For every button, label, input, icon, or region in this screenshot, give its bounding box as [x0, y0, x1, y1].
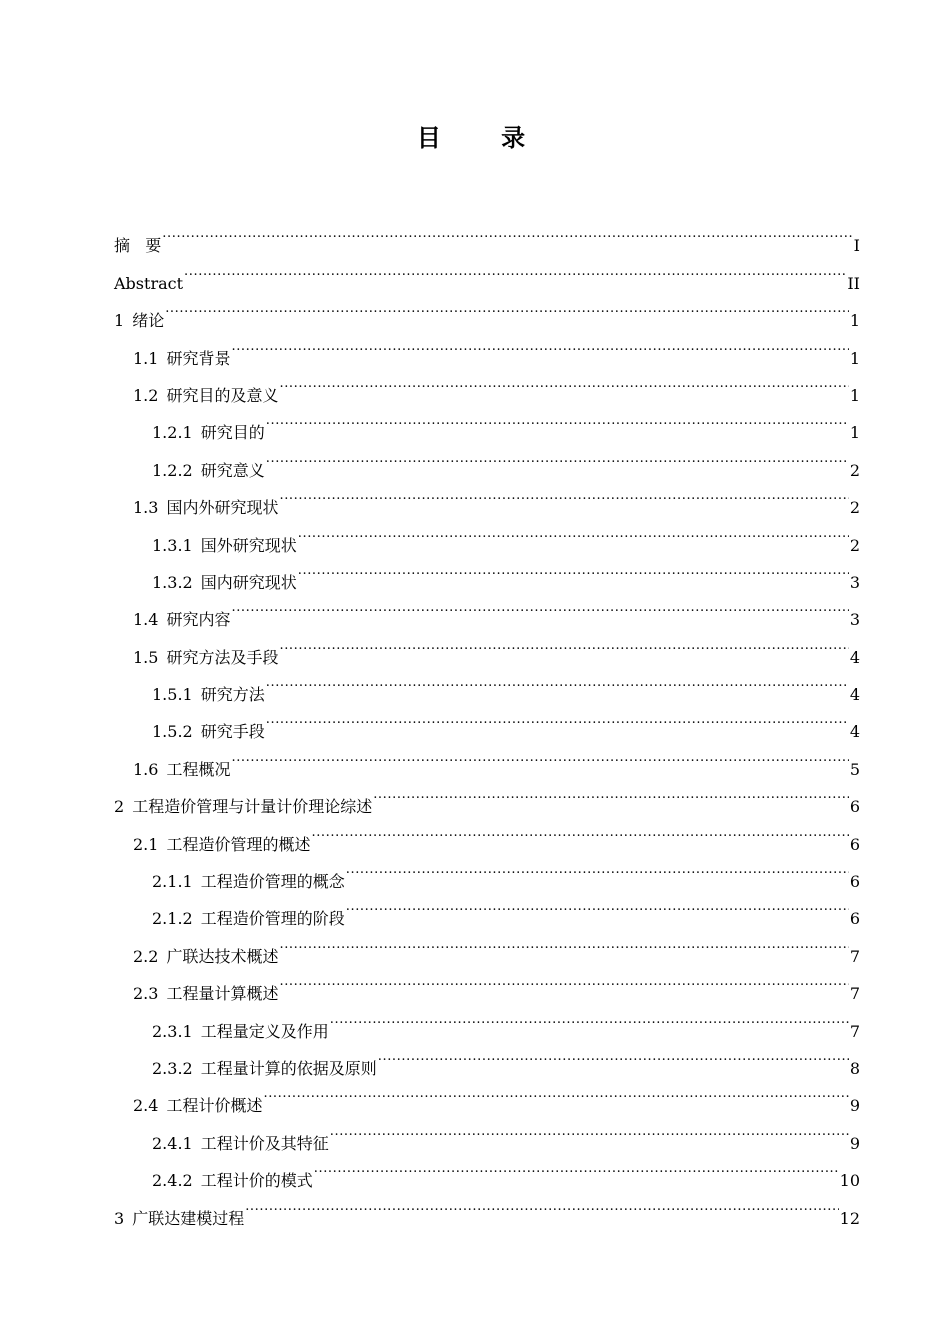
- toc-entry-title: 工程计价及其特征: [200, 1133, 329, 1153]
- toc-dot-leader: [279, 476, 848, 513]
- toc-entry-page-number: 6: [849, 834, 860, 854]
- toc-entry-page-number: 10: [839, 1171, 860, 1191]
- toc-entry-page-number: I: [853, 236, 860, 256]
- toc-entry-title: 工程计价的模式: [200, 1171, 313, 1191]
- toc-entry-title: 绪论: [132, 311, 165, 331]
- toc-dot-leader: [231, 326, 848, 363]
- toc-dot-leader: [162, 214, 852, 251]
- toc-dot-leader: [378, 1037, 849, 1074]
- toc-entry-number: 2.3.1: [152, 1021, 193, 1041]
- toc-entry-number: 2.3.2: [152, 1058, 193, 1078]
- toc-entry-page-number: 7: [849, 984, 860, 1004]
- toc-dot-leader: [346, 850, 849, 887]
- toc-entry-number: 1.2.1: [152, 423, 193, 443]
- toc-entry-number: 1.2: [133, 385, 159, 405]
- toc-entry-number: 1.5.2: [152, 722, 193, 742]
- toc-entry-title: 研究背景: [166, 348, 231, 368]
- toc-dot-leader: [311, 812, 848, 849]
- toc-entry-page-number: 3: [849, 610, 860, 630]
- toc-entry-number: 1.3.1: [152, 535, 193, 555]
- toc-entry-page-number: 2: [849, 498, 860, 518]
- toc-entry[interactable]: [114, 326, 860, 368]
- toc-entry-title: 摘 要: [114, 236, 162, 256]
- toc-entry-number: 2: [114, 797, 125, 817]
- toc-dot-leader: [245, 1186, 838, 1223]
- toc-dot-leader: [373, 775, 849, 812]
- toc-dot-leader: [279, 924, 848, 961]
- toc-dot-leader: [266, 700, 849, 737]
- toc-dot-leader: [263, 1074, 848, 1111]
- toc-entry-page-number: 4: [849, 647, 860, 667]
- toc-entry-number: 2.1.2: [152, 909, 193, 929]
- toc-entry-page-number: 9: [849, 1096, 860, 1116]
- toc-entry-number: 2.1.1: [152, 872, 193, 892]
- toc-entry-number: 1.1: [133, 348, 159, 368]
- toc-entry-page-number: 12: [839, 1208, 860, 1228]
- toc-dot-leader: [314, 1149, 839, 1186]
- toc-entry-number: 2.4.2: [152, 1171, 193, 1191]
- toc-dot-leader: [279, 962, 848, 999]
- toc-dot-leader: [231, 588, 848, 625]
- toc-entry-title: 研究目的及意义: [166, 385, 279, 405]
- toc-dot-leader: [266, 663, 849, 700]
- toc-entry-page-number: 1: [849, 348, 860, 368]
- toc-entry-title: 国外研究现状: [200, 535, 297, 555]
- toc-entry-title: 工程造价管理的阶段: [200, 909, 345, 929]
- toc-entry-page-number: 2: [849, 535, 860, 555]
- toc-entry-title: 工程造价管理的概念: [200, 872, 345, 892]
- toc-dot-leader: [298, 513, 849, 550]
- toc-entry[interactable]: [114, 289, 860, 331]
- toc-entry-title: 国内研究现状: [200, 572, 297, 592]
- toc-entry-page-number: 2: [849, 460, 860, 480]
- toc-entry-page-number: 1: [849, 423, 860, 443]
- toc-entry-page-number: 3: [849, 572, 860, 592]
- toc-entry-page-number: 6: [849, 797, 860, 817]
- toc-entry-title: 国内外研究现状: [166, 498, 279, 518]
- toc-entry-title: 研究手段: [200, 722, 265, 742]
- toc-entry-page-number: 1: [849, 311, 860, 331]
- toc-dot-leader: [184, 251, 846, 288]
- toc-entry-number: 1.2.2: [152, 460, 193, 480]
- toc-entry-number: 2.1: [133, 834, 159, 854]
- toc-dot-leader: [330, 999, 849, 1036]
- toc-entry-number: 1.5.1: [152, 685, 193, 705]
- toc-entry-title: 工程量计算的依据及原则: [200, 1058, 377, 1078]
- toc-entry-title: 研究意义: [200, 460, 265, 480]
- toc-entry-page-number: 1: [849, 385, 860, 405]
- toc-entry-title: 工程量定义及作用: [200, 1021, 329, 1041]
- toc-entry-page-number: 8: [849, 1058, 860, 1078]
- toc-entry-title: 研究方法: [200, 685, 265, 705]
- toc-entry-title: 工程计价概述: [166, 1096, 263, 1116]
- toc-entry-number: 1: [114, 311, 125, 331]
- toc-entry-number: 1.6: [133, 759, 159, 779]
- toc-dot-leader: [330, 1111, 849, 1148]
- toc-entry-page-number: 9: [849, 1133, 860, 1153]
- toc-dot-leader: [231, 737, 848, 774]
- toc-dot-leader: [298, 551, 849, 588]
- toc-entry-page-number: 7: [849, 1021, 860, 1041]
- toc-dot-leader: [165, 289, 849, 326]
- table-of-contents: [114, 214, 860, 1228]
- toc-entry-title: 广联达建模过程: [132, 1208, 245, 1228]
- toc-entry-number: 2.2: [133, 946, 159, 966]
- toc-title: 目 录: [416, 124, 552, 152]
- toc-entry-title: Abstract: [114, 273, 184, 293]
- toc-entry-number: 2.4.1: [152, 1133, 193, 1153]
- toc-entry-title: 工程造价管理的概述: [166, 834, 311, 854]
- toc-entry-number: 1.3.2: [152, 572, 193, 592]
- toc-entry-number: 1.5: [133, 647, 159, 667]
- toc-entry-title: 研究方法及手段: [166, 647, 279, 667]
- toc-entry-title: 工程概况: [166, 759, 231, 779]
- toc-entry-title: 研究目的: [200, 423, 265, 443]
- toc-entry[interactable]: [114, 214, 860, 256]
- toc-entry-number: 1.3: [133, 498, 159, 518]
- toc-entry-number: 2.3: [133, 984, 159, 1004]
- toc-entry-title: 研究内容: [166, 610, 231, 630]
- toc-entry-page-number: 6: [849, 872, 860, 892]
- toc-entry-number: 3: [114, 1208, 125, 1228]
- toc-entry-page-number: 4: [849, 722, 860, 742]
- toc-dot-leader: [266, 438, 849, 475]
- toc-entry-number: 2.4: [133, 1096, 159, 1116]
- toc-dot-leader: [279, 625, 848, 662]
- toc-entry-title: 广联达技术概述: [166, 946, 279, 966]
- toc-entry-title: 工程造价管理与计量计价理论综述: [132, 797, 373, 817]
- toc-entry-page-number: 6: [849, 909, 860, 929]
- toc-entry-page-number: 7: [849, 946, 860, 966]
- toc-entry[interactable]: [114, 251, 860, 293]
- toc-entry-page-number: 4: [849, 685, 860, 705]
- toc-entry-page-number: II: [847, 273, 860, 293]
- toc-entry-number: 1.4: [133, 610, 159, 630]
- toc-entry-title: 工程量计算概述: [166, 984, 279, 1004]
- toc-dot-leader: [266, 401, 849, 438]
- toc-dot-leader: [346, 887, 849, 924]
- toc-dot-leader: [279, 364, 848, 401]
- toc-entry-page-number: 5: [849, 759, 860, 779]
